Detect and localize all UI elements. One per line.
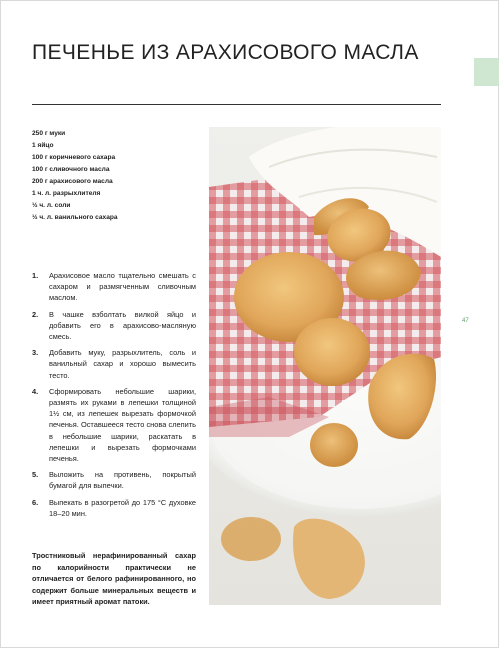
step-text: Выпекать в разогретой до 175 °C духовке 18–20 мин. (49, 497, 196, 518)
cookie-photo (209, 127, 441, 605)
recipe-step (32, 469, 196, 491)
step-text: В чашке взболтать вилкой яйцо и добавить его в арахисово-масляную смесь. (49, 309, 196, 342)
recipe-step (32, 347, 196, 381)
page-tab-marker (474, 58, 499, 86)
step-number: 3. (32, 348, 39, 358)
step-text: Добавить муку, разрыхлитель, соль и ванильный сахар и хорошо вымесить тесто. (49, 348, 196, 380)
ingredient-item: ½ ч. л. ванильного сахара (32, 214, 118, 221)
step-number: 4. (32, 386, 39, 396)
page-title: ПЕЧЕНЬЕ ИЗ АРАХИСОВОГО МАСЛА (32, 41, 419, 64)
recipe-step (32, 309, 196, 343)
ingredient-item: 1 ч. л. разрыхлителя (32, 190, 101, 197)
ingredient-item: ½ ч. л. соли (32, 202, 71, 209)
ingredient-item: 100 г сливочного масла (32, 166, 110, 173)
ingredient-item: 1 яйцо (32, 142, 54, 149)
recipe-steps (32, 270, 196, 524)
recipe-step (32, 386, 196, 464)
title-divider (32, 104, 441, 105)
sugar-note: Тростниковый нерафинированный сахар по калорийности практически не отличается от белого рафинированного, но содержит больше минеральных веществ и имеет приятный аромат патоки. (32, 551, 196, 607)
ingredient-item: 250 г муки (32, 130, 66, 137)
ingredient-item: 200 г арахисового масла (32, 178, 113, 185)
cookie-photo-illustration (209, 127, 441, 605)
page-number: 47 (462, 318, 469, 324)
step-number: 2. (32, 309, 39, 319)
step-text: Выложить на противень, покрытый бумагой для выпечки. (49, 470, 196, 491)
recipe-step (32, 270, 196, 304)
step-number: 6. (32, 497, 39, 507)
step-text: Арахисовое масло тщательно смешать с сахаром и размягченным сливочным маслом. (49, 271, 196, 303)
step-number: 1. (32, 271, 39, 280)
recipe-step (32, 497, 196, 519)
ingredient-item: 100 г коричневого сахара (32, 154, 116, 161)
step-text: Сформировать небольшие шарики, размять их руками в лепешки толщиной 1½ см, из лепешек вырезать формочкой печенья. Оставшееся тесто снова слепить в небольшие шарики, раскатать в лепешки и вырезать формочками печенья. (49, 386, 196, 464)
ingredients-list (32, 128, 202, 224)
step-number: 5. (32, 470, 39, 480)
